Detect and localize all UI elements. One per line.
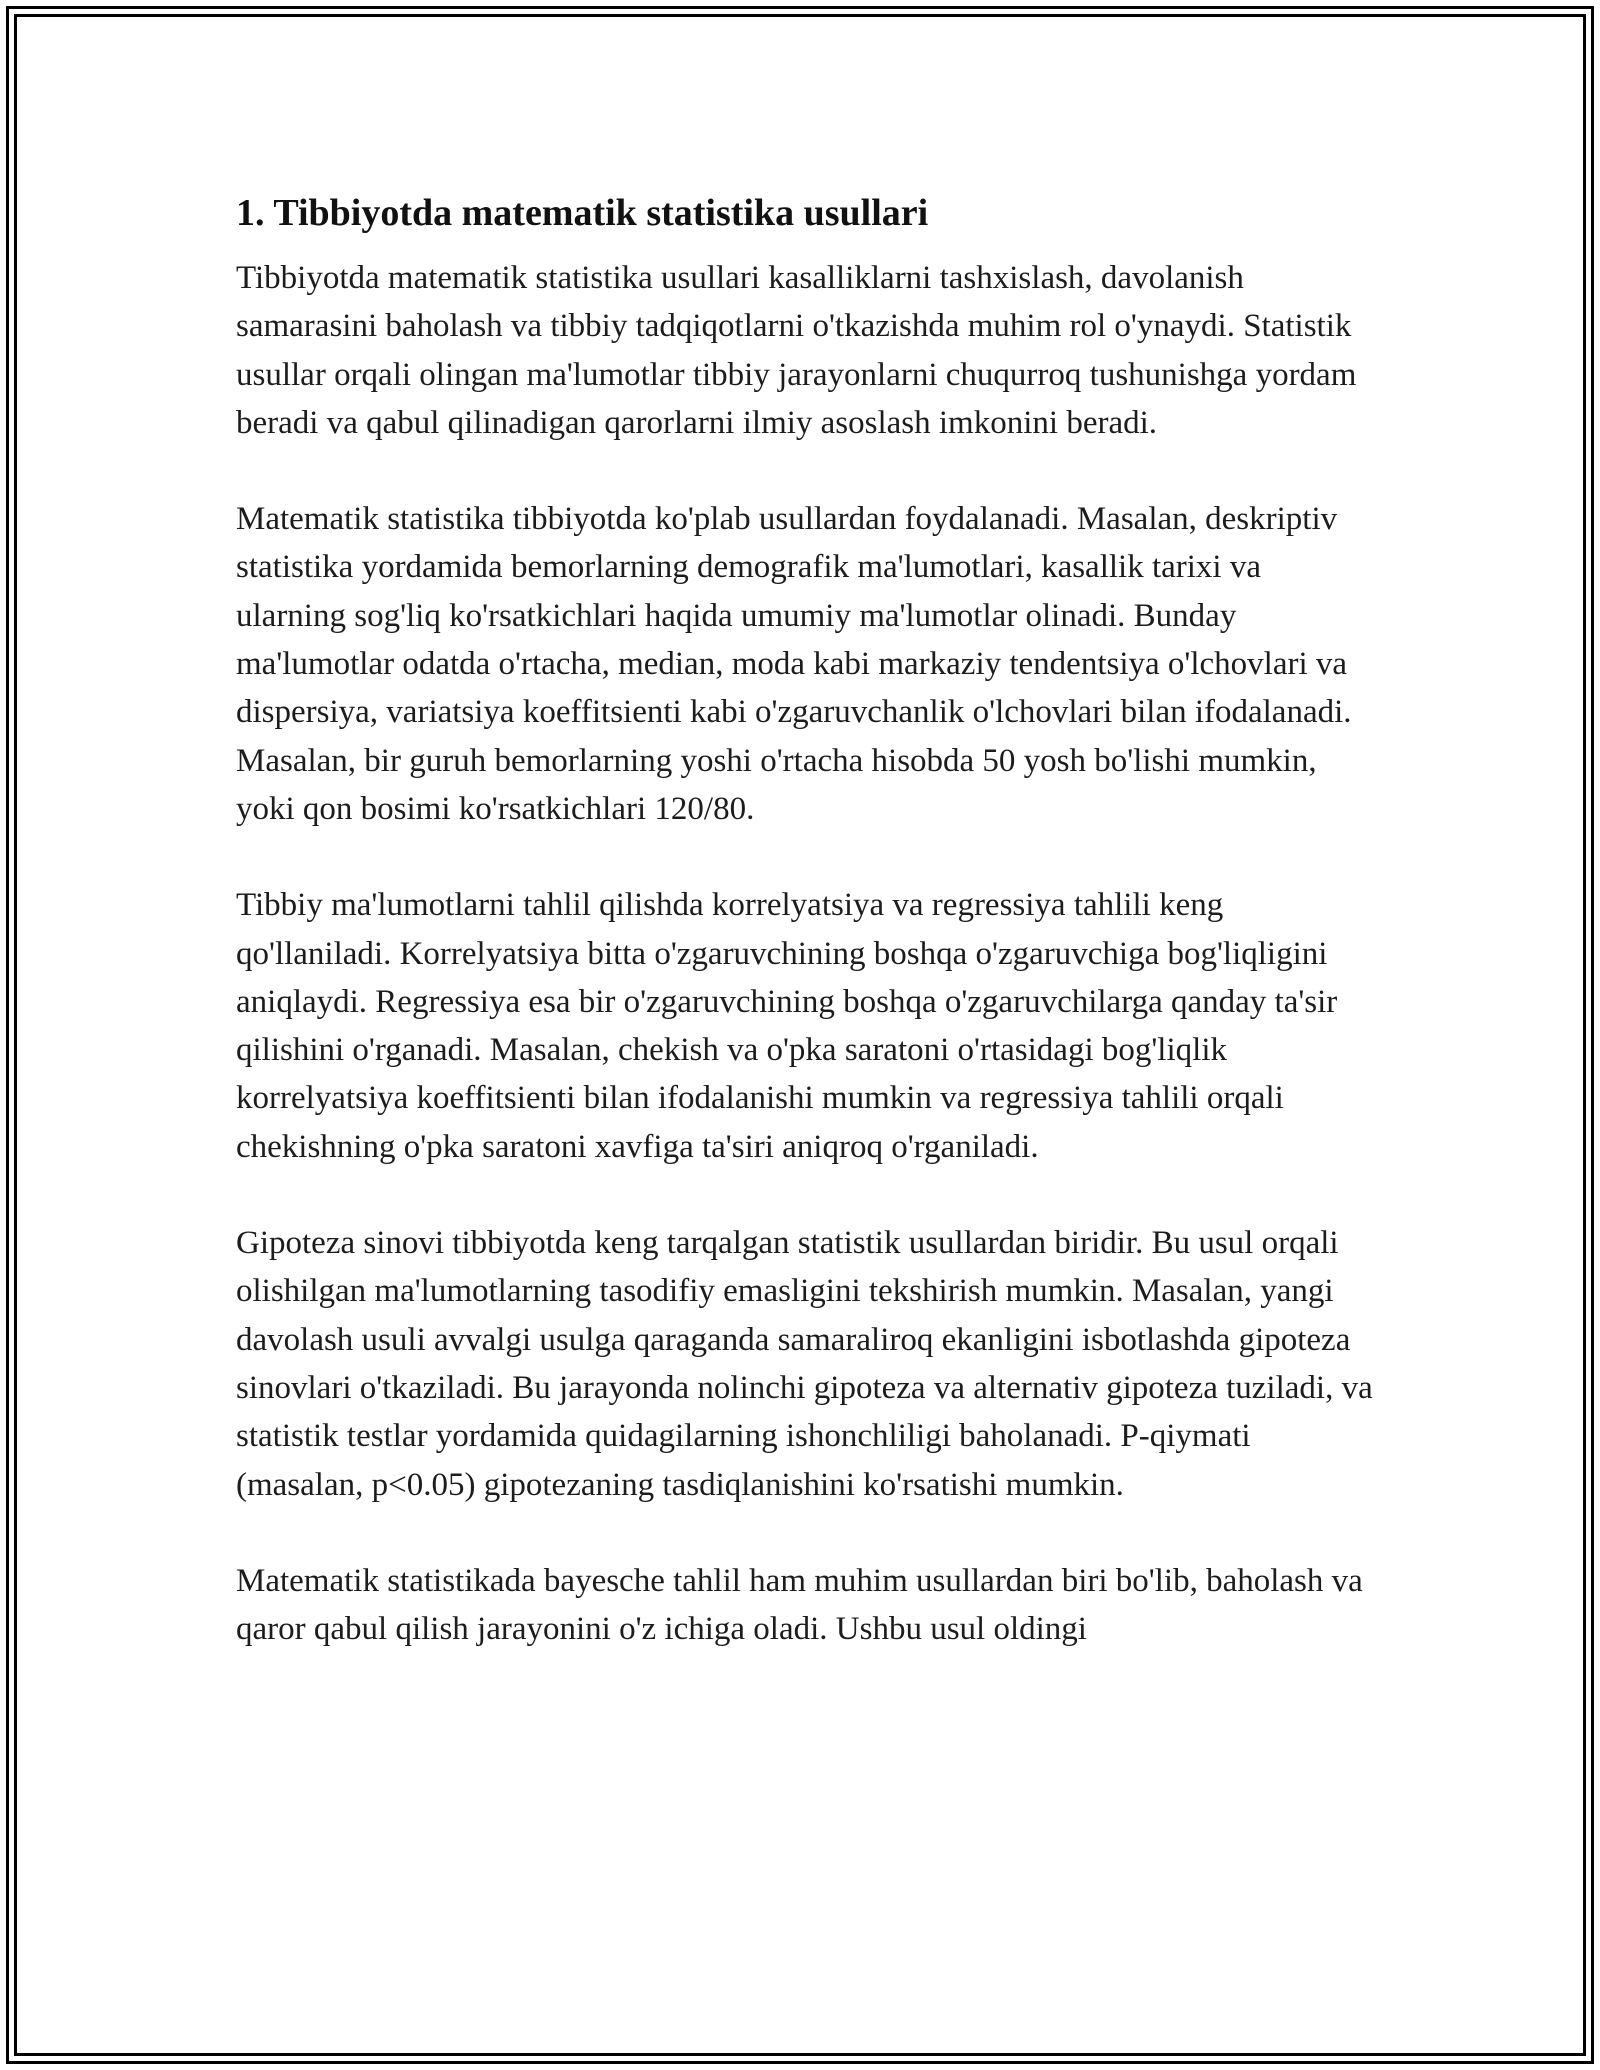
paragraph-hypothesis-testing: Gipoteza sinovi tibbiyotda keng tarqalgan statistik usullardan biridir. Bu usul orqali olishilgan ma'lumotlarning tasodifiy emasligini tekshirish mumkin. Masalan, yangi davolash usuli avvalgi usulga qaraganda samaraliroq ekanligini isbotlashda gipoteza sinovlari o'tkaziladi. Bu jarayonda nolinchi gipoteza va alternativ gipoteza tuziladi, va statistik testlar yordamida quidagilarning ishonchliligi baholanadi. P-qiymati (masalan, p<0.05) gipotezaning tasdiqlanishini ko'rsatishi mumkin. — [236, 1225, 1373, 1503]
paragraph-bayesian-analysis: Matematik statistikada bayesche tahlil ham muhim usullardan biri bo'lib, baholash va qaror qabul qilish jarayonini o'z ichiga oladi. Ushbu usul oldingi — [236, 1562, 1363, 1648]
document-body — [236, 186, 1376, 1701]
paragraph-descriptive-statistics: Matematik statistika tibbiyotda ko'plab usullardan foydalanadi. Masalan, deskriptiv statistika yordamida bemorlarning demografik ma'lumotlari, kasallik tarixi va ularning sog'liq ko'rsatkichlari haqida umumiy ma'lumotlar olinadi. Bunday ma'lumotlar odatda o'rtacha, median, moda kabi markaziy tendentsiya o'lchovlari va dispersiya, variatsiya koeffitsienti kabi o'zgaruvchanlik o'lchovlari bilan ifodalanadi. Masalan, bir guruh bemorlarning yoshi o'rtacha hisobda 50 yosh bo'lishi mumkin, yoki qon bosimi ko'rsatkichlari 120/80. — [236, 501, 1352, 827]
section-title: 1. Tibbiyotda matematik statistika usullari — [236, 192, 929, 234]
paragraph-intro: Tibbiyotda matematik statistika usullari kasalliklarni tashxislash, davolanish samarasini baholash va tibbiy tadqiqotlarni o'tkazishda muhim rol o'ynaydi. Statistik usullar orqali olingan ma'lumotlar tibbiy jarayonlarni chuqurroq tushunishga yordam beradi va qabul qilinadigan qarorlarni ilmiy asoslash imkonini beradi. — [236, 260, 1357, 441]
paragraph-correlation-regression: Tibbiy ma'lumotlarni tahlil qilishda korrelyatsiya va regressiya tahlili keng qo'llaniladi. Korrelyatsiya bitta o'zgaruvchining boshqa o'zgaruvchiga bog'liqligini aniqlaydi. Regressiya esa bir o'zgaruvchining boshqa o'zgaruvchilarga qanday ta'sir qilishini o'rganadi. Masalan, chekish va o'pka saratoni o'rtasidagi bog'liqlik korrelyatsiya koeffitsienti bilan ifodalanishi mumkin va regressiya tahlili orqali chekishning o'pka saratoni xavfiga ta'siri aniqroq o'rganiladi. — [236, 887, 1338, 1165]
